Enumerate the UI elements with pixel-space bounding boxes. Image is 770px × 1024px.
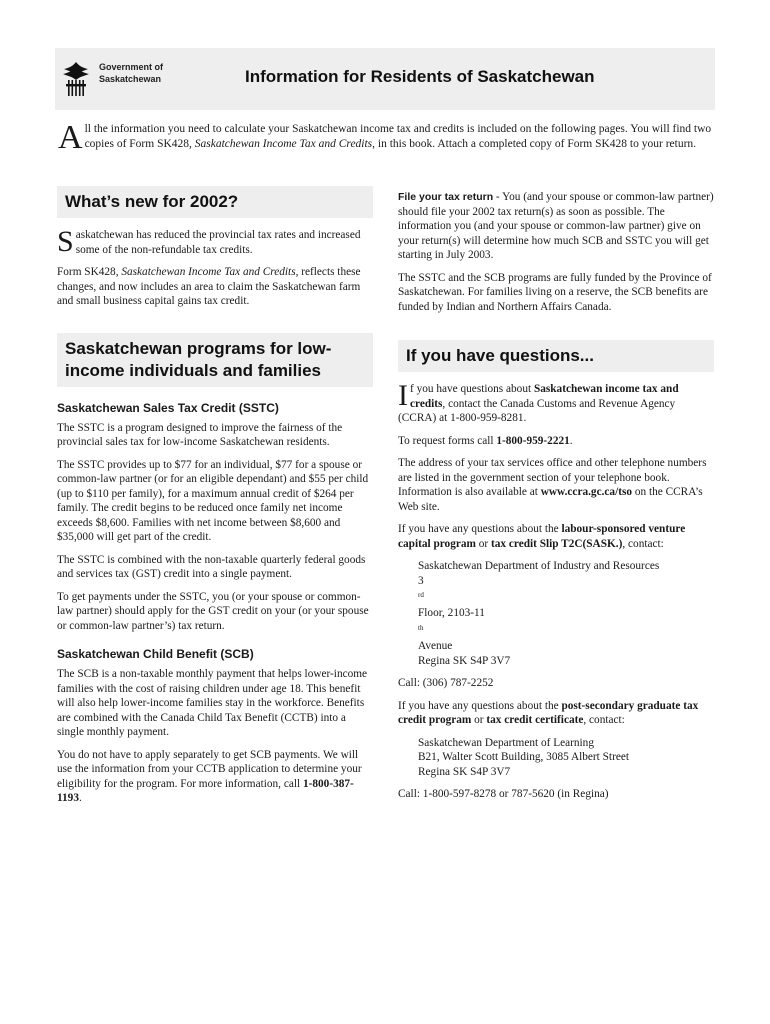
scb-p2-text: You do not have to apply separately to get SCB payments. We will use the information from your CCTB application to determine your eligibility for the program. For more information, call xyxy=(57,748,362,790)
questions-p4-or: or xyxy=(475,537,491,550)
questions-drop-cap: I xyxy=(398,379,408,412)
whats-new-p2-b: , reflects these changes, and now includes an area to claim the Saskatchewan farm and small business capital gains tax credit. xyxy=(57,266,361,307)
questions-p5-bold-2: tax credit certificate xyxy=(486,714,584,727)
industry-address-line-1: Saskatchewan Department of Industry and Resources xyxy=(418,560,660,572)
right-column xyxy=(398,190,714,810)
sstc-paragraph-3: The SSTC is combined with the non-taxable quarterly federal goods and services tax (GST) credit into a single payment. xyxy=(57,553,366,580)
questions-paragraph-1 xyxy=(398,379,714,426)
learning-address-line-1: Saskatchewan Department of Learning xyxy=(418,736,594,749)
intro-text-1: ll the information you need to calculate your Saskatchewan income tax and credits is included on the following pages. You will find two copies of Form SK428, xyxy=(84,123,712,150)
questions-p1-a: f you have questions about xyxy=(410,383,534,395)
scb-phone: 1-800-387-1193 xyxy=(57,777,354,804)
questions-p3-a: The address of your tax services office and other telephone numbers are listed in the government section of your telephone book. Information is also available at xyxy=(398,457,707,498)
industry-address xyxy=(418,559,714,668)
intro-paragraph xyxy=(58,119,718,156)
questions-p4-b: , contact: xyxy=(622,537,664,550)
questions-paragraph-5 xyxy=(398,699,714,728)
scb-heading: Saskatchewan Child Benefit (SCB) xyxy=(57,647,254,661)
page-title: Information for Residents of Saskatchewan xyxy=(245,67,595,86)
sstc-paragraph-1: The SSTC is a program designed to improve the fairness of the provincial sales tax for low-income Saskatchewan residents. xyxy=(57,421,343,448)
whats-new-paragraph-1 xyxy=(57,225,373,258)
file-return-paragraph xyxy=(398,190,714,263)
whats-new-p2-a: Form SK428, xyxy=(57,266,122,278)
questions-paragraph-4 xyxy=(398,522,714,551)
questions-paragraph-2 xyxy=(398,434,714,449)
questions-p5-b: , contact: xyxy=(583,714,625,727)
questions-p1-b: , contact the Canada Customs and Revenue Agency (CCRA) at 1-800-959-8281. xyxy=(398,397,676,424)
learning-phone: Call: 1-800-597-8278 or 787-5620 (in Regina) xyxy=(398,788,609,801)
questions-p2-a: To request forms call xyxy=(398,434,497,447)
questions-p2-b: . xyxy=(569,434,573,447)
funding-paragraph: The SSTC and the SCB programs are fully funded by the Province of Saskatchewan. For families living on a reserve, the SCB benefits are funded by Indian and Northern Affairs Canada. xyxy=(398,271,712,313)
questions-paragraph-3 xyxy=(398,456,714,514)
questions-p5-bold-1: post-secondary graduate tax credit program xyxy=(398,699,699,727)
questions-heading: If you have questions... xyxy=(398,340,714,372)
questions-p5-or: or xyxy=(471,714,487,727)
industry-phone: Call: (306) 787-2252 xyxy=(398,677,494,690)
left-column xyxy=(57,186,373,814)
wheat-sheaf-logo-icon xyxy=(61,58,91,98)
file-return-runin: File your tax return xyxy=(398,191,494,203)
scb-paragraph-1: The SCB is a non-taxable monthly payment that helps lower-income families with the cost of raising children under age 18. This benefit will also help lower-income families stay in the workforce. Benefits are combined with the Canada Child Tax Benefit (CCTB) into a single monthly payment. xyxy=(57,668,368,738)
learning-address-line-2: B21, Walter Scott Building, 3085 Albert Street xyxy=(418,751,629,764)
page-header xyxy=(55,48,715,110)
questions-p4-a: If you have any questions about the xyxy=(398,523,562,535)
questions-p3-b: on the CCRA’s Web site. xyxy=(398,486,703,513)
intro-drop-cap: A xyxy=(58,119,83,156)
sstc-paragraph-2: The SSTC provides up to $77 for an individual, $77 for a spouse or common-law partner (or for an eligible dependant) and $55 per child (up to $110 per family), for a maximum annual credit of $264 per family. The credit begins to be reduced once family net income exceeds $8,600. Families with net income between $8,600 and $35,000 will get part of the credit. xyxy=(57,458,369,543)
questions-p1-bold: Saskatchewan income tax and credits xyxy=(410,383,679,410)
ccra-url: www.ccra.gc.ca/tso xyxy=(540,486,633,498)
questions-p5-a: If you have any questions about the xyxy=(398,699,562,712)
questions-p4-bold-1: labour-sponsored venture capital program xyxy=(398,523,686,550)
learning-address-line-3: Regina SK S4P 3V7 xyxy=(418,765,511,778)
whats-new-paragraph-2 xyxy=(57,265,373,309)
whats-new-heading: What’s new for 2002? xyxy=(57,186,373,218)
scb-p2-end: . xyxy=(78,792,82,804)
gov-line-1: Government of xyxy=(99,62,164,72)
industry-address-line-2: 3 $^{rd}$ Floor, 2103-11 $^{th}$ Avenue xyxy=(418,574,485,653)
forms-phone: 1-800-959-2221 xyxy=(496,434,570,447)
sstc-heading: Saskatchewan Sales Tax Credit (SSTC) xyxy=(57,400,279,415)
intro-form-title: Saskatchewan Income Tax and Credits xyxy=(194,138,373,150)
scb-paragraph-2 xyxy=(57,748,373,806)
learning-address xyxy=(418,736,714,780)
intro-text-2: , in this book. Attach a completed copy of Form SK428 to your return. xyxy=(372,138,697,150)
file-return-text: - You (and your spouse or common-law partner) should file your 2002 tax return(s) as soon as possible. The information you (and your spouse or common-law partner) give on your return(s) will determine how much SCB and SSTC you will get starting in July 2003. xyxy=(398,191,714,261)
government-wordmark xyxy=(99,61,163,85)
gov-line-2: Saskatchewan xyxy=(99,74,162,84)
programs-heading: Saskatchewan programs for low-income individuals and families xyxy=(57,333,373,387)
whats-new-drop-cap: S xyxy=(57,225,74,258)
whats-new-p1-text: askatchewan has reduced the provincial tax rates and increased some of the non-refundable tax credits. xyxy=(75,229,361,256)
industry-address-line-3: Regina SK S4P 3V7 xyxy=(418,654,511,667)
sstc-paragraph-4: To get payments under the SSTC, you (or your spouse or common-law partner) should apply for the GST credit on your (or your spouse or common-law partner’s) tax return. xyxy=(57,590,369,632)
whats-new-p2-italic: Saskatchewan Income Tax and Credits xyxy=(121,266,296,278)
questions-p4-bold-2: tax credit Slip T2C(SASK.) xyxy=(490,537,623,550)
